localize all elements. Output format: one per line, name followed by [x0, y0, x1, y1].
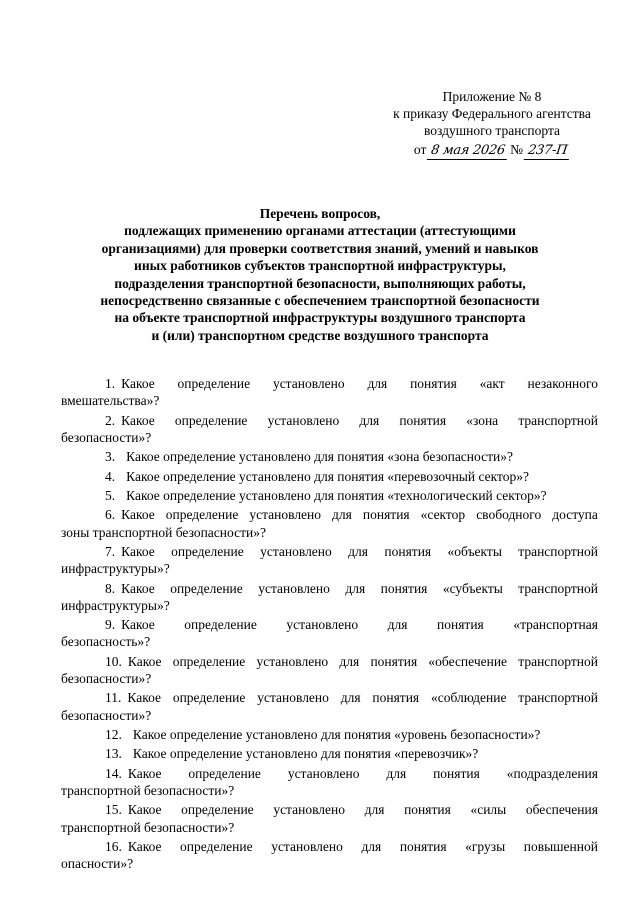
question-word: повышенной — [523, 838, 598, 854]
question-word: «сектор — [420, 507, 466, 523]
question-first-line — [61, 543, 598, 560]
question-word: «силы — [470, 802, 507, 818]
question-word: установлено — [286, 617, 359, 633]
question-lead — [105, 801, 161, 818]
question-word: «грузы — [465, 838, 506, 854]
order-date-line — [372, 141, 612, 160]
question-item — [61, 838, 598, 872]
question-word: «обеспечение — [428, 653, 508, 669]
question-word: Какое — [121, 580, 155, 596]
date-prefix: от — [413, 142, 427, 157]
question-word: понятия — [399, 838, 447, 854]
question-text: Какое определение установлено для понятия «перевозчик»? — [132, 746, 479, 762]
question-word: для — [386, 765, 407, 781]
question-continuation: безопасности»? — [61, 670, 152, 686]
question-item — [61, 801, 598, 835]
question-lead — [105, 375, 155, 392]
question-word: Какое — [121, 543, 155, 559]
question-item — [61, 543, 598, 577]
question-item — [61, 506, 598, 540]
question-word: установлено — [258, 580, 330, 596]
title-line: иных работников субъектов транспортной инфраструктуры, — [134, 258, 506, 274]
question-word: для — [387, 617, 408, 633]
question-first-line — [61, 412, 598, 429]
question-text: Какое определение установлено для понятия «зона безопасности»? — [126, 449, 513, 465]
question-word: определение — [172, 690, 246, 706]
question-item — [61, 745, 598, 762]
question-first-line — [61, 726, 598, 743]
question-lead — [105, 580, 155, 597]
question-word: установлено — [287, 765, 360, 781]
question-word: для — [345, 580, 366, 596]
question-word: Какое — [127, 690, 161, 706]
question-word: обеспечения — [525, 802, 598, 818]
question-first-line — [61, 689, 598, 706]
number-prefix: № — [510, 142, 524, 157]
question-word: понятия — [370, 653, 418, 669]
question-word: понятия — [380, 580, 428, 596]
question-lead — [105, 543, 155, 560]
question-number: 10. — [105, 653, 122, 669]
question-lead — [105, 765, 161, 782]
question-first-line — [61, 765, 598, 782]
question-number: 1. — [105, 376, 116, 391]
appendix-agency: воздушного транспорта — [423, 123, 561, 138]
question-word: Какое — [127, 838, 162, 854]
question-word: транспортной — [518, 580, 598, 596]
question-word: Какое — [121, 617, 155, 633]
question-word: незаконного — [527, 376, 598, 391]
question-word: понятия — [404, 802, 451, 818]
question-word: транспортной — [518, 543, 598, 559]
question-item — [61, 487, 598, 504]
question-lead — [105, 506, 155, 523]
question-text: Какое определение установлено для понятия «уровень безопасности»? — [132, 726, 541, 742]
question-word: для — [340, 690, 361, 706]
question-first-line — [61, 580, 598, 597]
question-word: установлено — [271, 838, 343, 854]
question-word: Какое — [127, 653, 162, 669]
appendix-order-ref: к приказу Федерального агентства — [393, 106, 591, 121]
question-continuation: транспортной безопасности»? — [61, 782, 235, 798]
question-number: 9. — [105, 617, 116, 633]
question-word: «транспортная — [513, 617, 598, 633]
question-first-line — [61, 506, 598, 523]
question-item — [61, 765, 598, 799]
question-word: понятия — [384, 543, 432, 559]
question-number: 2. — [105, 412, 116, 428]
question-item — [61, 726, 598, 743]
question-word: свободного — [476, 507, 542, 523]
question-item — [61, 653, 598, 687]
question-word: установлено — [257, 690, 329, 706]
question-number: 4. — [105, 468, 116, 484]
question-continuation: инфраструктуры»? — [61, 597, 170, 613]
question-continuation: инфраструктуры»? — [61, 561, 170, 577]
question-first-line — [61, 448, 598, 465]
question-word: установлено — [273, 802, 345, 818]
title-line: организациями) для проверки соответствия знаний, умений и навыков — [101, 240, 539, 256]
question-word: для — [348, 543, 368, 559]
question-word: понятия — [410, 376, 457, 391]
handwritten-number: 237-П — [524, 142, 572, 160]
question-word: Какое — [121, 412, 155, 428]
question-word: для — [361, 838, 382, 854]
title-line: и (или) транспортном средстве воздушного транспорта — [151, 327, 489, 343]
question-item — [61, 412, 598, 446]
title-line: подлежащих применению органами аттестации (аттестующими — [124, 223, 516, 239]
question-continuation: опасности»? — [61, 856, 134, 872]
question-number: 16. — [105, 838, 122, 854]
question-item — [61, 616, 598, 650]
question-number: 13. — [105, 746, 122, 762]
question-lead — [105, 616, 155, 633]
question-lead — [105, 689, 161, 706]
question-word: установлено — [260, 543, 332, 559]
question-first-line — [61, 616, 598, 633]
question-word: определение — [165, 507, 239, 523]
question-first-line — [61, 375, 598, 392]
title-line: на объекте транспортной инфраструктуры воздушного транспорта — [114, 310, 526, 326]
question-word: установлено — [256, 653, 329, 669]
question-word: определение — [171, 543, 244, 559]
question-text: Какое определение установлено для понятия «технологический сектор»? — [126, 487, 547, 503]
question-lead — [105, 838, 161, 855]
question-word: Какое — [127, 802, 162, 818]
question-word: определение — [184, 617, 257, 633]
question-first-line — [61, 838, 598, 855]
question-word: «подразделения — [506, 765, 598, 781]
question-number: 8. — [105, 580, 116, 596]
question-word: Какое — [121, 376, 155, 391]
question-first-line — [61, 487, 598, 504]
question-continuation: транспортной безопасности»? — [61, 819, 235, 835]
question-lead — [105, 653, 161, 670]
question-continuation: безопасности»? — [61, 429, 152, 445]
appendix-header — [372, 88, 612, 160]
question-word: «соблюдение — [430, 690, 507, 706]
question-word: установлено — [249, 507, 322, 523]
title-line: непосредственно связанные с обеспечением транспортной безопасности — [100, 293, 540, 309]
question-number: 12. — [105, 726, 122, 742]
question-word: «объекты — [447, 543, 502, 559]
question-item — [61, 689, 598, 723]
question-word: транспортной — [518, 653, 598, 669]
question-word: определение — [172, 653, 246, 669]
question-word: для — [359, 412, 380, 428]
question-number: 7. — [105, 543, 116, 559]
question-item — [61, 448, 598, 465]
question-word: установлено — [267, 412, 340, 428]
question-item — [61, 580, 598, 614]
question-word: определение — [174, 412, 248, 428]
question-word: определение — [181, 802, 254, 818]
question-first-line — [61, 468, 598, 485]
question-word: Какое — [127, 765, 162, 781]
question-word: определение — [188, 765, 261, 781]
question-lead — [105, 412, 155, 429]
question-number: 6. — [105, 507, 116, 523]
question-word: определение — [170, 580, 243, 596]
question-word: понятия — [362, 507, 410, 523]
question-number: 15. — [105, 802, 122, 818]
question-word: понятия — [437, 617, 484, 633]
question-word: понятия — [372, 690, 420, 706]
question-first-line — [61, 801, 598, 818]
handwritten-date: 8 мая 2026 — [427, 142, 509, 160]
question-word: Какое — [121, 507, 155, 523]
question-word: «акт — [479, 376, 505, 391]
question-continuation: безопасности»? — [61, 707, 152, 723]
question-word: для — [367, 376, 388, 391]
question-text: Какое определение установлено для понятия «перевозочный сектор»? — [126, 468, 529, 484]
question-number: 3. — [105, 449, 116, 465]
question-number: 14. — [105, 765, 122, 781]
question-first-line — [61, 745, 598, 762]
question-word: доступа — [552, 507, 598, 523]
question-word: понятия — [399, 412, 447, 428]
question-number: 11. — [105, 690, 122, 706]
question-number: 5. — [105, 487, 116, 503]
question-item — [61, 375, 598, 409]
question-word: «зона — [466, 412, 499, 428]
question-word: для — [332, 507, 352, 523]
question-continuation: вмешательства»? — [61, 393, 160, 409]
question-word: для — [339, 653, 360, 669]
question-word: понятия — [433, 765, 480, 781]
question-item — [61, 468, 598, 485]
question-continuation: безопасность»? — [61, 634, 151, 650]
question-continuation: зоны транспортной безопасности»? — [61, 524, 266, 540]
question-word: «субъекты — [442, 580, 503, 596]
questions-list — [61, 375, 598, 874]
question-word: установлено — [272, 376, 345, 391]
document-title — [60, 205, 580, 344]
question-word: определение — [180, 838, 253, 854]
question-word: транспортной — [518, 412, 598, 428]
question-word: для — [364, 802, 385, 818]
title-line: Перечень вопросов, — [259, 206, 381, 221]
question-first-line — [61, 653, 598, 670]
title-line: подразделения транспортной безопасности, выполняющих работы, — [114, 275, 526, 291]
question-word: определение — [177, 376, 251, 391]
question-word: транспортной — [518, 690, 598, 706]
appendix-number: Приложение № 8 — [442, 89, 542, 104]
